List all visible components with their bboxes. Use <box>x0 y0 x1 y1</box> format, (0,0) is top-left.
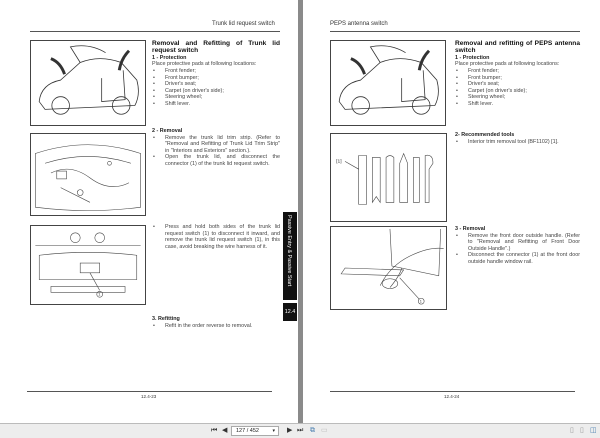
step-1-heading: 1 - Protection <box>455 54 490 61</box>
step-3-heading: 3. Refitting <box>152 316 180 322</box>
step-3-heading: 3 - Removal <box>455 226 486 232</box>
step-1-intro: Place protective pads at following locations: <box>152 61 257 68</box>
page-number: 12.4-24 <box>444 394 460 399</box>
tools-block <box>455 132 580 145</box>
list-item: • Carpet (on driver's side); <box>455 88 580 95</box>
right-page <box>303 0 600 423</box>
page-icon[interactable]: ▭ <box>321 427 328 434</box>
single-page-view-icon[interactable]: ▯ <box>570 427 574 434</box>
trim-removal-tools-figure <box>330 133 447 222</box>
footer-rule <box>27 391 272 392</box>
viewer-toolbar <box>0 423 600 438</box>
chevron-down-icon[interactable]: ▾ <box>272 428 275 434</box>
last-page-button[interactable]: ⏭ <box>297 427 304 434</box>
list-item: • Front fender; <box>152 68 280 75</box>
list-item: • Open the trunk lid, and disconnect the connector (1) of the trunk lid request switch. <box>152 154 280 167</box>
list-item: • Press and hold both sides of the trunk lid request switch (1) to disconnect it inward, and remove the trunk lid request switch (1), in this case, avoid breaking the wire harness of it. <box>152 224 280 250</box>
figure-callout: 1 <box>98 291 101 297</box>
left-page <box>0 0 298 423</box>
page-number: 12.4-23 <box>141 394 157 399</box>
section-title: Removal and refitting of PEPS antenna switch <box>455 40 580 55</box>
list-item: • Interior trim removal tool (BF1102) [1]. <box>455 139 580 146</box>
step-1-heading: 1 - Protection <box>152 54 187 61</box>
list-item: • Front bumper; <box>152 75 280 82</box>
removal-block <box>455 226 580 266</box>
page-number-input[interactable]: 127 / 452 ▾ <box>231 426 279 436</box>
list-item: • Steering wheel; <box>152 94 280 101</box>
continuous-view-icon[interactable]: ▯ <box>580 427 584 434</box>
right-text-column <box>455 40 580 108</box>
list-item: • Front bumper; <box>455 75 580 82</box>
side-section-tab: Passive Entry & Passive Start <box>283 212 297 300</box>
refitting-block <box>152 316 280 329</box>
list-item: • Front fender; <box>455 68 580 75</box>
list-item: • Refit in the order reverse to removal. <box>152 323 280 330</box>
step-2-heading: 2- Recommended tools <box>455 132 515 138</box>
list-item: • Shift lever. <box>152 101 280 108</box>
page-header: PEPS antenna switch <box>330 21 388 27</box>
trunk-lid-connector-figure <box>30 133 146 216</box>
list-item: • Remove the trunk lid trim strip. (Refer to "Removal and Refitting of Trunk Lid Trim Strip" in "Interiors and Exteriors" section.). <box>152 135 280 155</box>
footer-rule <box>330 391 575 392</box>
chapter-tab: 12.4 <box>283 303 297 321</box>
car-protection-figure <box>30 40 146 126</box>
car-protection-figure <box>330 40 446 126</box>
removal-block <box>152 128 280 168</box>
two-page-view-icon[interactable]: ◫ <box>590 427 597 434</box>
tool-callout: [1] <box>336 159 342 165</box>
copy-icon[interactable]: ⧉ <box>310 427 315 434</box>
previous-page-button[interactable]: ◀ <box>222 427 228 434</box>
list-item: • Shift lever. <box>455 101 580 108</box>
door-handle-connector-figure <box>330 226 447 310</box>
page-header: Trunk lid request switch <box>212 21 275 27</box>
removal-block-2 <box>152 224 280 250</box>
list-item: • Remove the front door outside handle. (Refer to "Removal and Refitting of Front Door Outside Handle".) <box>455 233 580 253</box>
section-title: Removal and Refitting of Trunk lid request switch <box>152 40 280 55</box>
first-page-button[interactable]: ⏮ <box>211 427 218 434</box>
list-item: • Steering wheel; <box>455 94 580 101</box>
header-rule <box>330 31 580 32</box>
next-page-button[interactable]: ▶ <box>287 427 293 434</box>
protection-list <box>152 68 280 108</box>
left-text-column <box>152 40 280 108</box>
step-2-heading: 2 - Removal <box>152 128 183 134</box>
step-1-intro: Place protective pads at following locations: <box>455 61 560 68</box>
trunk-switch-figure <box>30 225 146 305</box>
figure-callout: 1 <box>419 298 422 304</box>
list-item: • Disconnect the connector (1) at the front door outside handle window rail. <box>455 252 580 265</box>
list-item: • Carpet (on driver's side); <box>152 88 280 95</box>
list-item: • Driver's seat; <box>455 81 580 88</box>
header-rule <box>30 31 280 32</box>
list-item: • Driver's seat; <box>152 81 280 88</box>
